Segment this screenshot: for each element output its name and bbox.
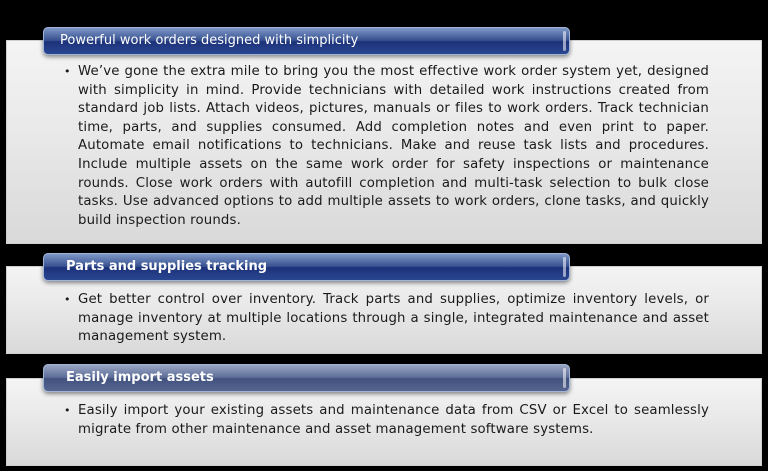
parts-supplies-description: • Get better control over inventory. Track parts and supplies, optimize inventory levels, or manage inventory at multiple locations through a single, integrated maintenance and asset management system. bbox=[64, 291, 709, 347]
import-assets-header: Easily import assets bbox=[43, 364, 570, 392]
import-assets-description: • Easily import your existing assets and maintenance data from CSV or Excel to seamlessly migrate from other maintenance and asset management software systems. bbox=[64, 402, 709, 439]
parts-supplies-header: Parts and supplies tracking bbox=[43, 253, 570, 281]
work-orders-description: • We’ve gone the extra mile to bring you the most effective work order system yet, designed with simplicity in mind. Provide technicians with detailed work instructions created from standard job lists. Attach videos, pictures, manuals or files to work orders. Track technician time, parts, and supplies consumed. Add completion notes and even print to paper. Automate email notifications to technicians. Make and reuse task lists and procedures. Include multiple assets on the same work order for safety inspections or maintenance rounds. Close work orders with autofill completion and multi-task selection to bulk close tasks. Use advanced options to add multiple assets to work orders, clone tasks, and quickly build inspection rounds. bbox=[64, 63, 709, 230]
work-orders-header: Powerful work orders designed with simplicity bbox=[43, 27, 570, 55]
